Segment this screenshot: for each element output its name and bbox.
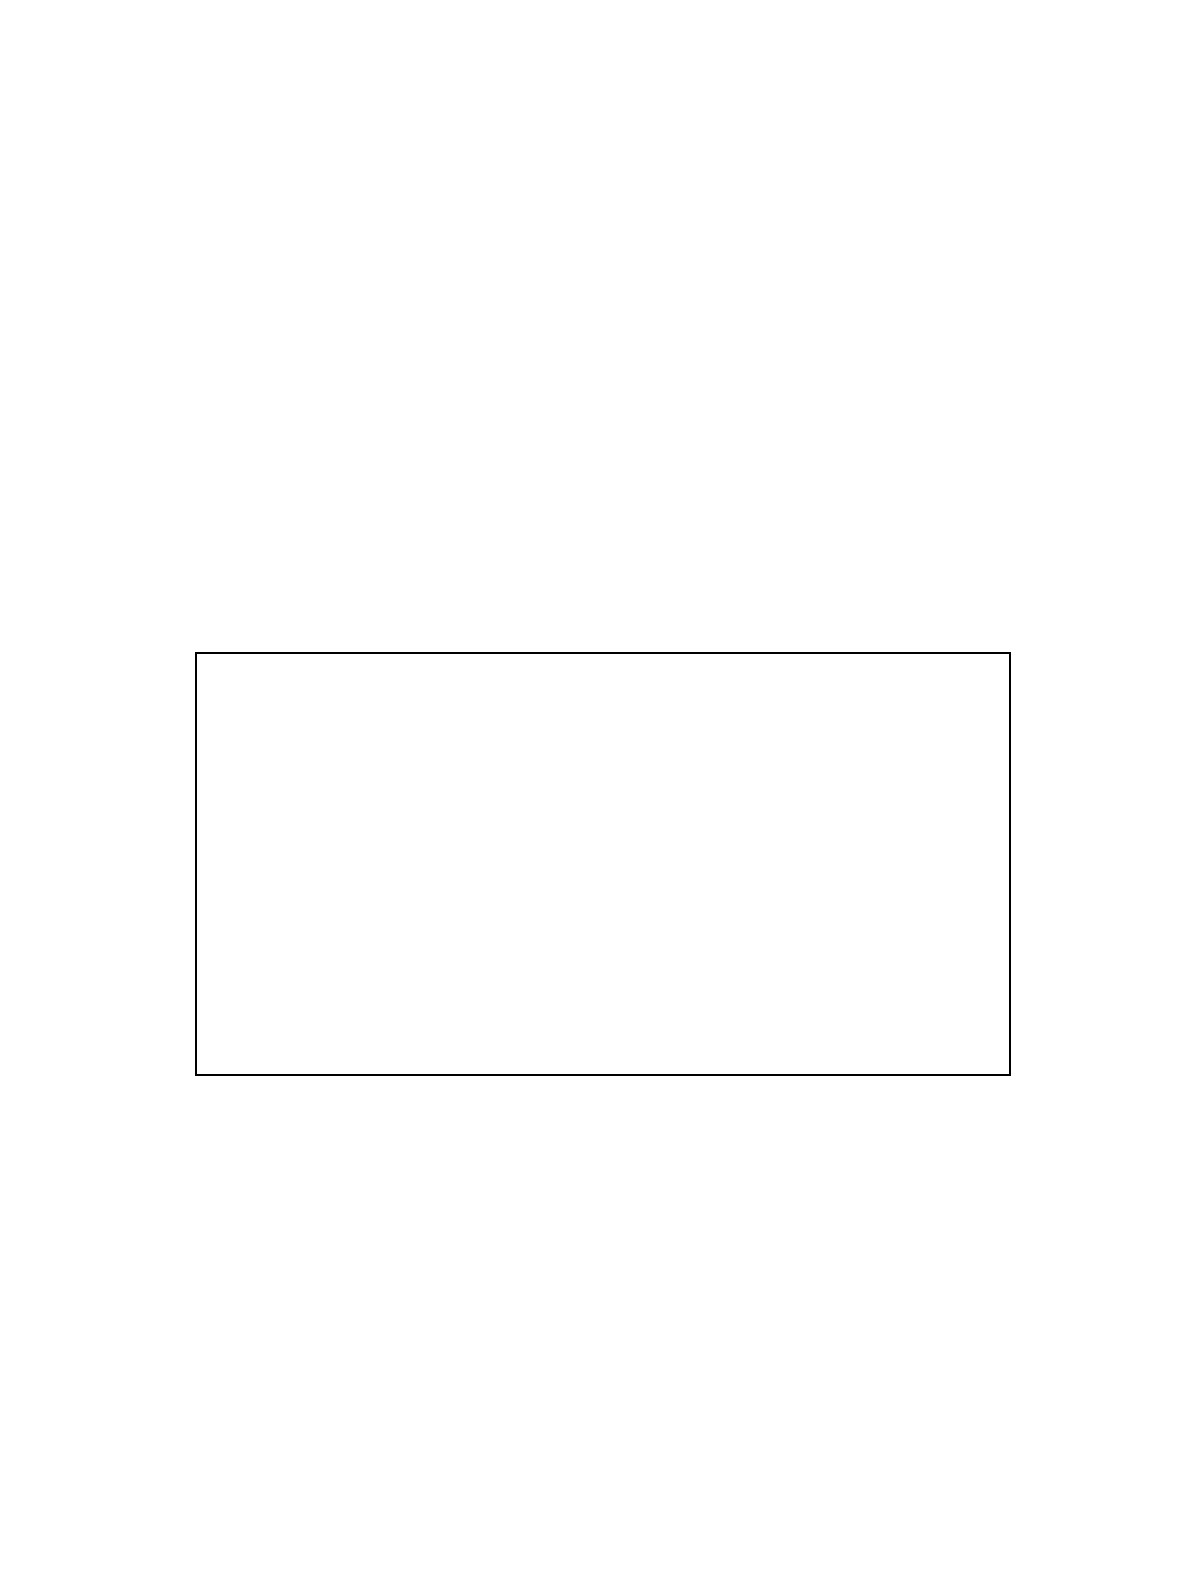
main-unit-body — [196, 653, 1010, 1075]
